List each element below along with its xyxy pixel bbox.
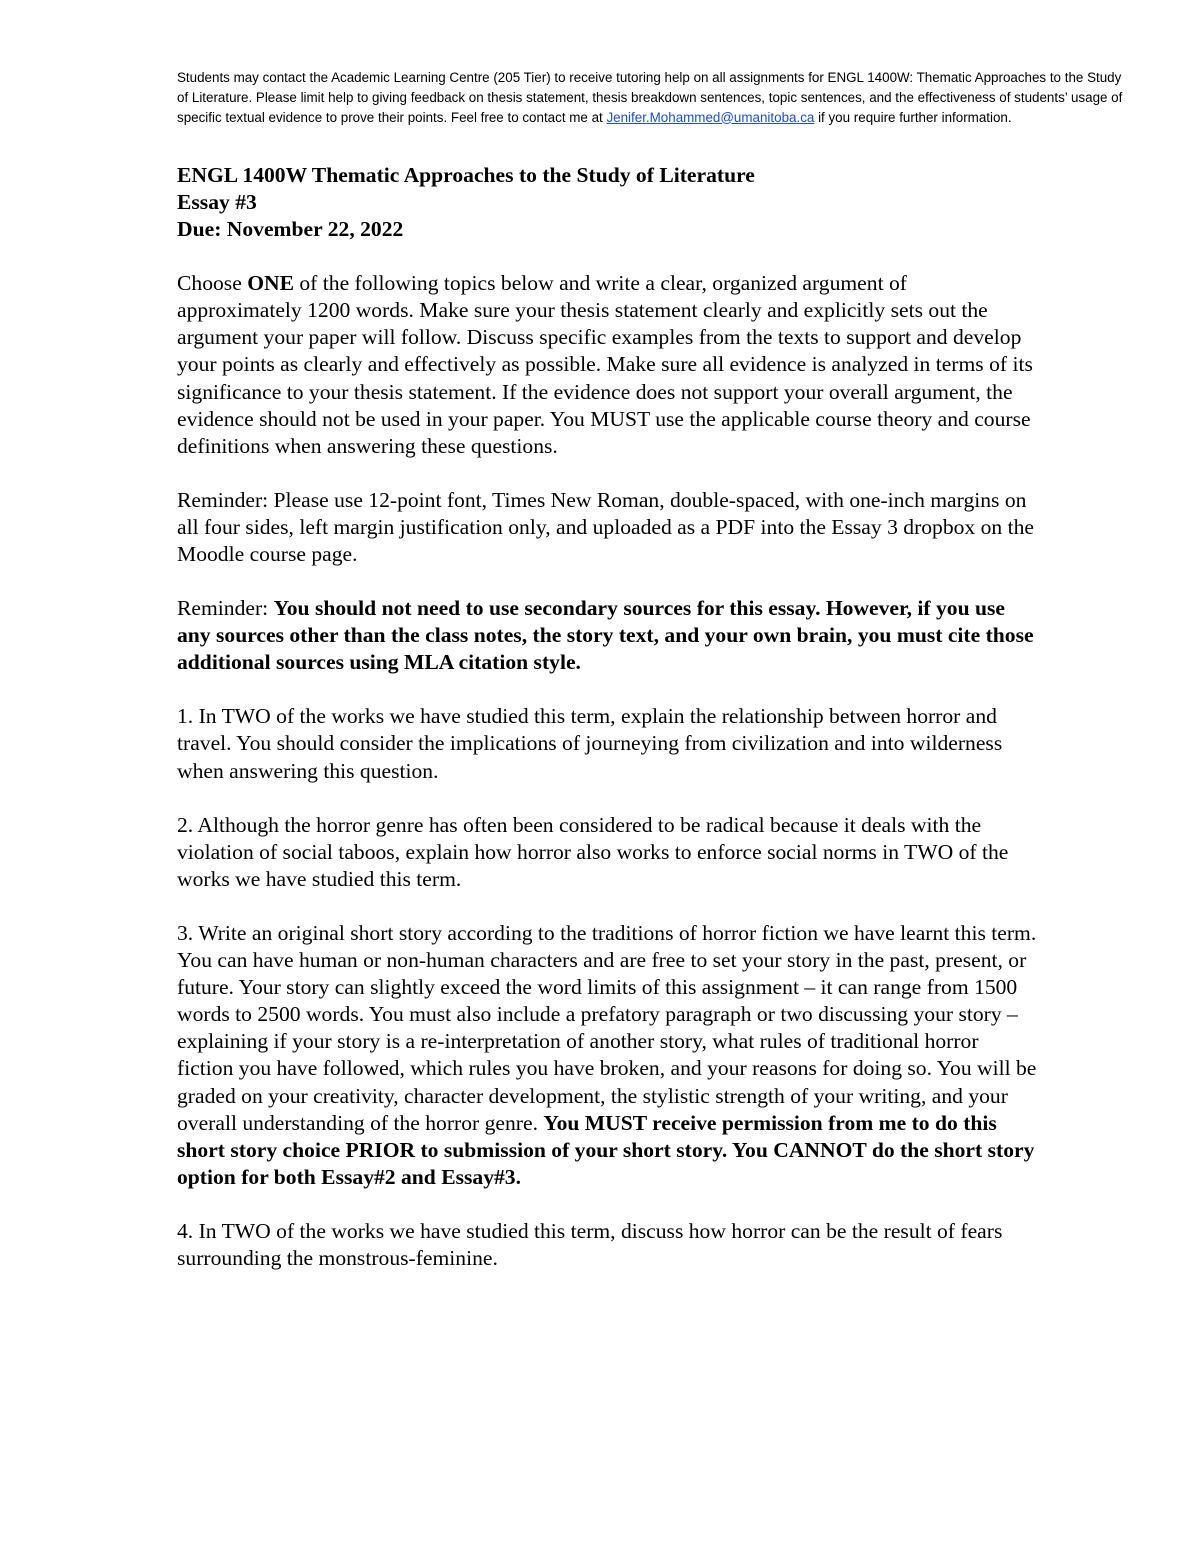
instructions-paragraph — [177, 270, 1037, 460]
format-reminder: Reminder: Please use 12-point font, Times New Roman, double-spaced, with one-inch margins on all four sides, left margin justification only, and uploaded as a PDF into the Essay 3 dropbox on the Moodle course page. — [177, 487, 1035, 567]
notice-text: Students may contact the Academic Learning Centre (205 Tier) to receive tutoring help on all assignments for ENGL 1400W: Thematic Approaches to the Study of Literature. Please limit help to giving feedback on thesis statement, thesis breakdown sentences, topic sentences, and the effectiveness of students’ usage of specific textual evidence to prove their points. Feel free to contact me at — [177, 70, 1123, 125]
topic-3 — [177, 920, 1037, 1191]
instructions-body: of the following topics below and write a clear, organized argument of approximately 1200 words. Make sure your thesis statement clearly and explicitly sets out the argument your paper will follow. Discuss specific examples from the texts to support and develop your points as clearly and effectively as possible. Make sure all evidence is analyzed in terms of its significance to your thesis statement. If the evidence does not support your overall argument, the evidence should not be used in your paper. You MUST use the applicable course theory and course definitions when answering these questions. — [177, 271, 1033, 458]
due-date: Due: November 22, 2022 — [177, 216, 404, 241]
topic-3-body: 3. Write an original short story according to the traditions of horror fiction we have learnt this term. You can have human or non-human characters and are free to set your story in the past, present, or future. Your story can slightly exceed the word limits of this assignment – it can range from 1500 words to 2500 words. You must also include a prefatory paragraph or two discussing your story – explaining if your story is a re-interpretation of another story, what rules of traditional horror fiction you have followed, which rules you have broken, and your reasons for doing so. You will be graded on your creativity, character development, the stylistic strength of your writing, and your overall understanding of the horror genre. — [177, 920, 1037, 1135]
sources-reminder-label: Reminder: — [177, 596, 274, 621]
topic-4: 4. In TWO of the works we have studied this term, discuss how horror can be the result of fears surrounding the monstrous-feminine. — [177, 1218, 1003, 1270]
topic-2: 2. Although the horror genre has often been considered to be radical because it deals with the violation of social taboos, explain how horror also works to enforce social norms in TWO of the works we have studied this term. — [177, 812, 1009, 891]
tutoring-notice — [177, 68, 1127, 127]
assignment-header — [177, 162, 1137, 242]
instructor-email-link[interactable]: Jenifer.Mohammed@umanitoba.ca — [606, 109, 815, 125]
instructions-emphasis: ONE — [247, 271, 294, 296]
sources-reminder-text: You should not need to use secondary sources for this essay. However, if you use any sources other than the class notes, the story text, and your own brain, you must cite those additional sources using MLA citation style. — [177, 596, 1034, 675]
essay-number: Essay #3 — [177, 189, 257, 214]
course-title: ENGL 1400W Thematic Approaches to the Study of Literature — [177, 163, 755, 188]
document-page — [177, 68, 1137, 1272]
instructions-intro: Choose — [177, 271, 248, 296]
sources-reminder — [177, 595, 1037, 676]
topic-1: 1. In TWO of the works we have studied this term, explain the relationship between horror and travel. You should consider the implications of journeying from civilization and into wilderness when answering this question. — [177, 704, 1003, 783]
topic-3-requirement: You MUST receive permission from me to do this short story choice PRIOR to submission of your short story. You CANNOT do the short story option for both Essay#2 and Essay#3. — [177, 1110, 1035, 1189]
notice-text-end: if you require further information. — [814, 109, 1012, 125]
